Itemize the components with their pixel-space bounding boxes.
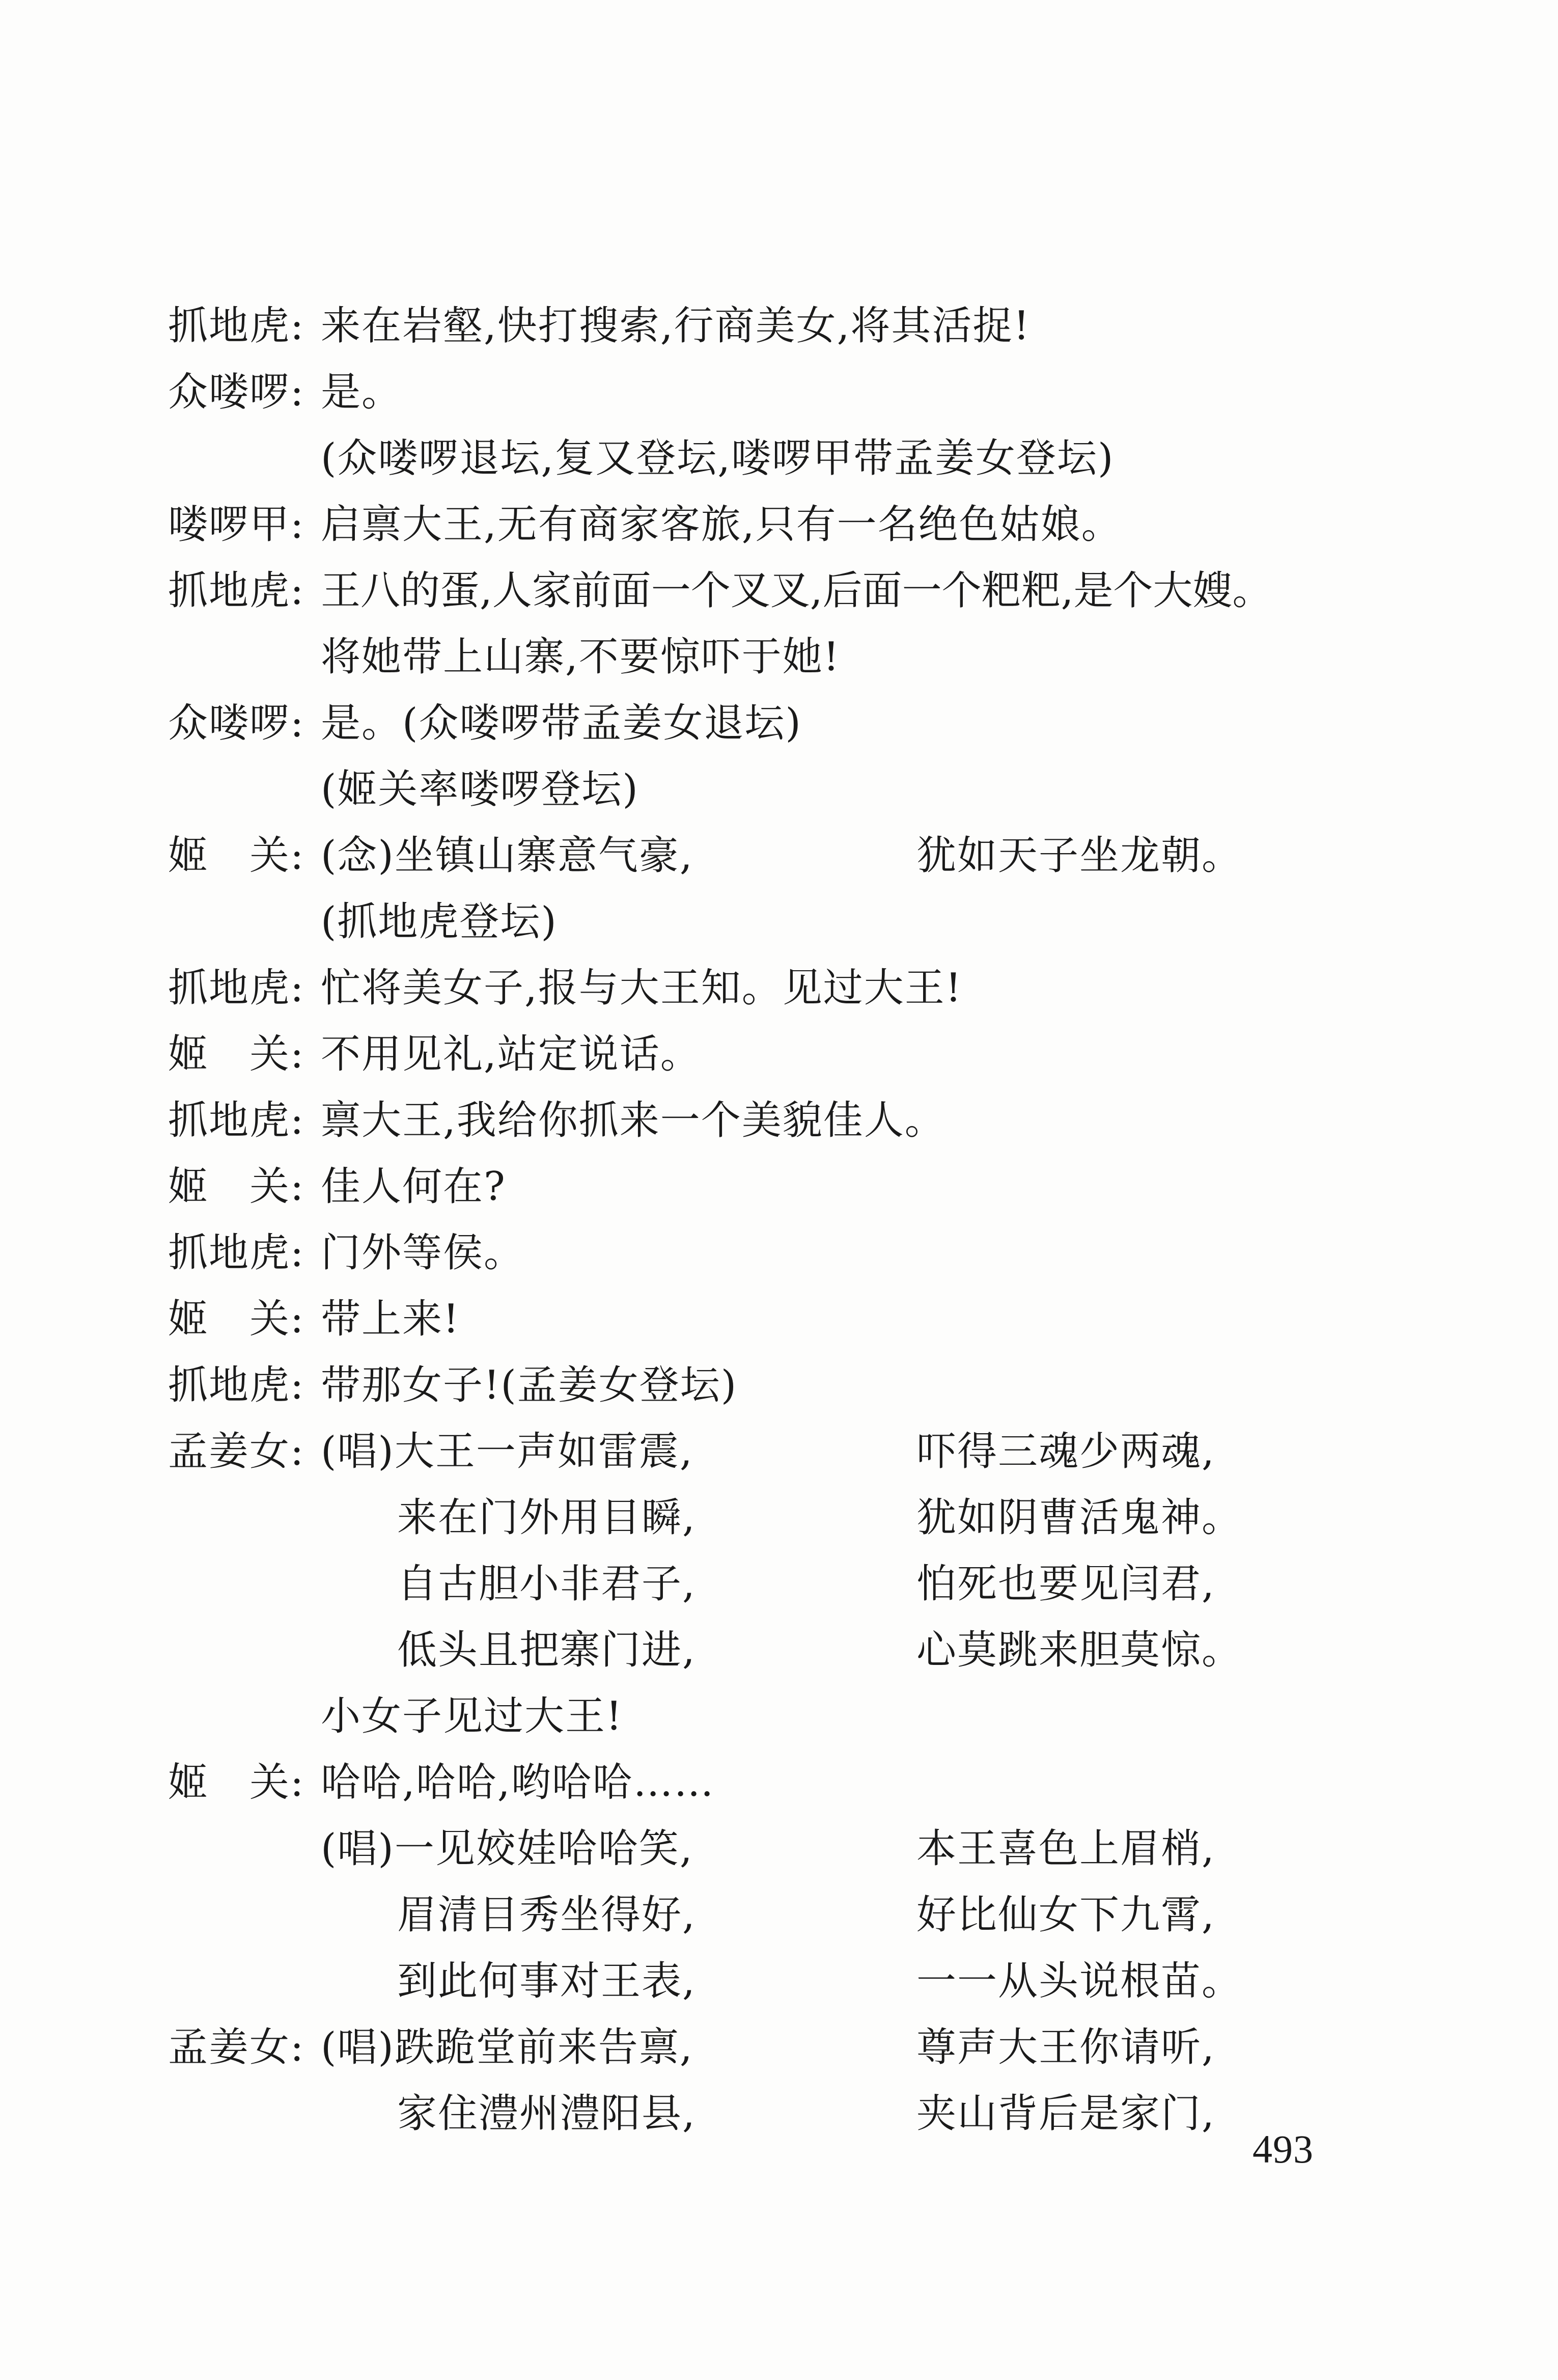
speaker-name: 孟姜女:	[168, 2025, 305, 2070]
verse-second-half: 吓得三魂少两魂,	[916, 1429, 1215, 1474]
dialog-text: 小女子见过大王!	[321, 1693, 623, 1739]
verse-first-half: 来在门外用目瞬,	[397, 1495, 696, 1541]
speaker-name: 抓地虎:	[168, 1362, 305, 1408]
speaker-name: 姬 关:	[168, 833, 305, 879]
speaker-name: 姬 关:	[168, 1760, 305, 1805]
dialog-text: (抓地虎登坛)	[321, 899, 558, 945]
speaker-name: 众喽啰:	[168, 700, 305, 746]
dialog-text: (姬关率喽啰登坛)	[321, 767, 639, 812]
dialog-text: (众喽啰退坛,复又登坛,喽啰甲带孟姜女登坛)	[321, 435, 1115, 481]
speaker-name: 孟姜女:	[168, 1429, 305, 1474]
page-number: 493	[1253, 2127, 1314, 2171]
verse-second-half: 犹如天子坐龙朝。	[916, 833, 1243, 879]
dialog-text: 来在岩壑,快打搜索,行商美女,将其活捉!	[321, 303, 1031, 349]
speaker-name: 抓地虎:	[168, 965, 305, 1011]
verse-second-half: 尊声大王你请听,	[916, 2025, 1215, 2070]
verse-second-half: 怕死也要见闫君,	[916, 1561, 1215, 1607]
speaker-name: 姬 关:	[168, 1164, 305, 1210]
verse-first-half: 眉清目秀坐得好,	[397, 1892, 696, 1938]
verse-second-half: 本王喜色上眉梢,	[916, 1826, 1215, 1872]
speaker-name: 抓地虎:	[168, 1098, 305, 1143]
dialog-text: 忙将美女子,报与大王知。见过大王!	[321, 965, 963, 1011]
verse-second-half: 犹如阴曹活鬼神。	[916, 1495, 1243, 1541]
speaker-name: 众喽啰:	[168, 369, 305, 415]
verse-second-half: 心莫跳来胆莫惊。	[916, 1627, 1243, 1673]
verse-second-half: 夹山背后是家门,	[916, 2091, 1215, 2137]
verse-first-half: (唱)大王一声如雷震,	[321, 1429, 693, 1474]
verse-first-half: (唱)跌跪堂前来告禀,	[321, 2025, 693, 2070]
speaker-name: 姬 关:	[168, 1031, 305, 1077]
dialog-text: 启禀大王,无有商家客旅,只有一名绝色姑娘。	[321, 502, 1122, 548]
dialog-text: 门外等侯。	[321, 1230, 525, 1276]
speaker-name: 抓地虎:	[168, 568, 305, 614]
verse-first-half: 自古胆小非君子,	[397, 1561, 696, 1607]
dialog-text: 带那女子!(孟姜女登坛)	[321, 1362, 738, 1408]
verse-first-half: (唱)一见姣娃哈哈笑,	[321, 1826, 693, 1872]
speaker-name: 抓地虎:	[168, 1230, 305, 1276]
speaker-name: 姬 关:	[168, 1296, 305, 1342]
dialog-text: 王八的蛋,人家前面一个叉叉,后面一个粑粑,是个大嫂。	[321, 568, 1272, 614]
dialog-text: 是。	[321, 369, 403, 415]
speaker-name: 抓地虎:	[168, 303, 305, 349]
dialog-text: 佳人何在?	[321, 1164, 506, 1210]
dialog-text: 将她带上山寨,不要惊吓于她!	[321, 634, 841, 680]
dialog-text: 是。(众喽啰带孟姜女退坛)	[321, 700, 802, 746]
verse-second-half: 好比仙女下九霄,	[916, 1892, 1215, 1938]
verse-first-half: 家住澧州澧阳县,	[397, 2091, 696, 2137]
dialog-text: 哈哈,哈哈,哟哈哈……	[321, 1760, 715, 1805]
verse-first-half: 低头且把寨门进,	[397, 1627, 696, 1673]
dialog-text: 禀大王,我给你抓来一个美貌佳人。	[321, 1098, 945, 1143]
verse-first-half: 到此何事对王表,	[397, 1958, 696, 2004]
dialog-text: 不用见礼,站定说话。	[321, 1031, 701, 1077]
verse-first-half: (念)坐镇山寨意气豪,	[321, 833, 693, 879]
speaker-name: 喽啰甲:	[168, 502, 305, 548]
verse-second-half: 一一从头说根苗。	[916, 1958, 1243, 2004]
dialog-text: 带上来!	[321, 1296, 460, 1342]
